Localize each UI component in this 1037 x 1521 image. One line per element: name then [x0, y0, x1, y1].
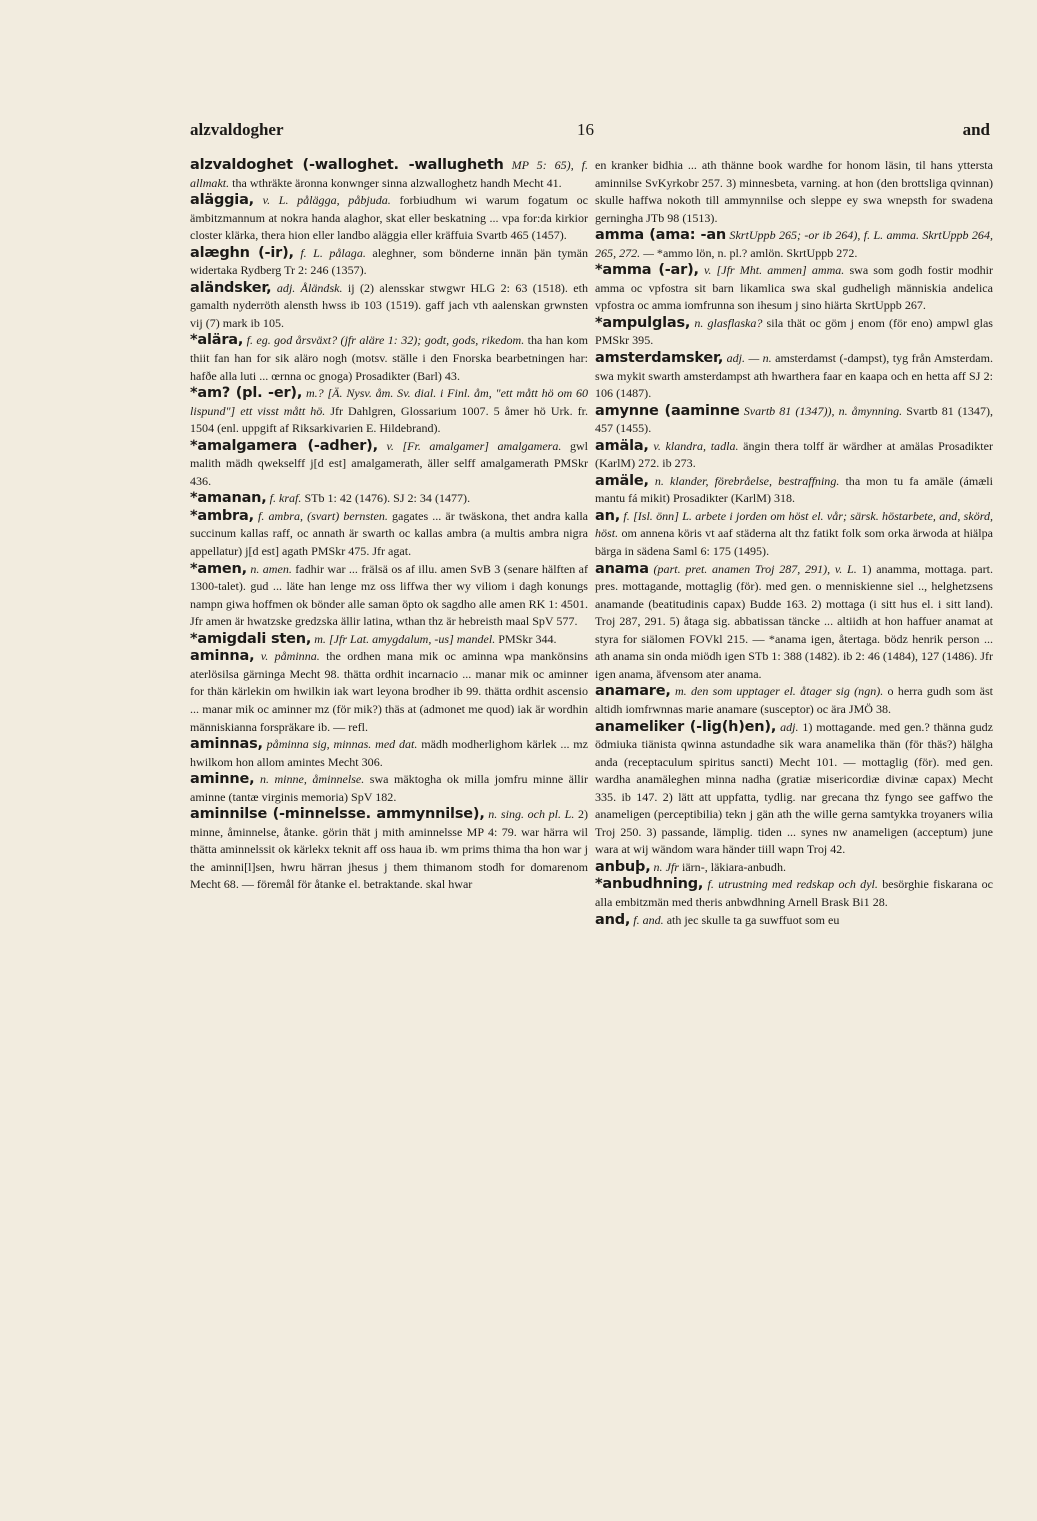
grammar-note: f. [Isl. önn] L. arbete i jorden om höst el. vår; särsk. höstarbete, and, skörd, höst. [595, 508, 994, 541]
entry-text: aleghner, som bönderne innän þän tymän widertaka Rydberg Tr 2: 246 (1357). [190, 245, 589, 278]
entry-text: amsterdamst (-dampst), tyg från Amsterdam. swa mykit swarth amsterdampst ath hwarthera faar en kaapa och en hetta aff SJ 2: 106 (1487). [595, 351, 994, 401]
dictionary-entry [595, 350, 993, 403]
headword: and, [595, 911, 631, 928]
dictionary-entry [595, 315, 993, 350]
entry-text: STb 1: 42 (1476). SJ 2: 34 (1477). [304, 491, 471, 506]
entry-text: swa som godh fostir modhir amma oc vpfostra sit barn likamlica swa skal gudheligh människia andelica vpfostra oc amma iomfrunna son ihesum j sino hiärta SkrtUppb 267. [595, 263, 994, 313]
running-header [190, 120, 990, 144]
headword: *am? (pl. -er), [190, 385, 303, 402]
dictionary-entry [595, 157, 993, 227]
headword: anama [595, 560, 649, 577]
headword: alzvaldoghet (-walloghet. -wallugheth [190, 157, 504, 173]
grammar-note: v. klandra, tadla. [653, 438, 739, 453]
entry-text: PMSkr 344. [498, 631, 557, 646]
grammar-note: v. [Fr. amalgamer] amalgamera. [386, 438, 562, 453]
dictionary-entry [190, 385, 588, 438]
right-column [595, 157, 993, 929]
headword: aminna, [190, 648, 255, 665]
headword: *amanan, [190, 490, 267, 507]
dictionary-entry [595, 683, 993, 718]
grammar-note: v. påminna. [260, 649, 320, 664]
headword: an, [595, 507, 621, 524]
dictionary-entry [595, 912, 993, 930]
entry-text: *ammo lön, n. pl.? amlön. SkrtUppb 272. [656, 245, 858, 260]
dictionary-entry [190, 490, 588, 508]
entry-text: ath jec skulle ta ga suwffuot som eu [666, 912, 840, 927]
grammar-note: Svartb 81 (1347)), n. åmynning. [743, 403, 903, 418]
headword: aläggia, [190, 192, 254, 209]
page-number: 16 [577, 120, 594, 139]
grammar-note: MP 5: 65), f. allmakt. [190, 158, 588, 190]
headword: *alära, [190, 332, 244, 349]
grammar-note: f. eg. god årsväxt? (jfr aläre 1: 32); godt, gods, rikedom. [246, 333, 525, 348]
grammar-note: adj. [780, 719, 799, 734]
header-left-catchword: alzvaldogher [190, 120, 284, 139]
entry-text: iärn-, läkiara-anbudh. [681, 859, 786, 874]
dictionary-entry [190, 245, 588, 280]
grammar-note: n. amen. [250, 561, 292, 576]
grammar-note: SkrtUppb 265; -or ib 264), f. L. amma. SkrtUppb 264, 265, 272. — [595, 228, 993, 260]
entry-text: ij (2) alensskar stwgwr HLG 2: 63 (1518). eth gamalth nyderröth alensth hwss ib 103 (1519). gaff jach vth aalenskan grwnsten vij (7) mark ib 105. [190, 280, 589, 330]
headword: amäle, [595, 472, 649, 489]
dictionary-entry [595, 403, 993, 438]
dictionary-entry [190, 438, 588, 491]
headword: *anbudhning, [595, 876, 704, 893]
entry-text: om annena köris vt aaf städerna alt thz fatikt folk som orka ärwoda at hiälpa bärga in sädena Saml 6: 175 (1495). [595, 526, 993, 559]
dictionary-entry [190, 508, 588, 561]
headword: amynne (aaminne [595, 402, 740, 419]
headword: anbuþ, [595, 858, 651, 875]
dictionary-entry [190, 192, 588, 245]
dictionary-entry [190, 648, 588, 736]
dictionary-entry [190, 806, 588, 894]
entry-text: 1) mottagande. med gen.? thänna gudz ödmiuka tiänista qwinna astundadhe sik wara anamelika thän (för thäs?) hälgha anda (receptaculum spiritus sancti) Mecht 101. — mottaglig (för). med gen. wardha anamäleghen minna nadha (gratiæ misericordiæ divinæ capax) Mecht 335. ib 147. 2) lätt att uppfatta, tydlig. nar grecana thz fyngo see gaffwo the anameligen (perceptibilia) tekn j gän ath the wille gerna samtykka troyaners wilia Troj 250. 3) passande, lämplig. tiden ... synes nw anameligen (acceptum) june wara at wij wändom wara händer tiill wapn Troj 42. [595, 719, 994, 857]
entry-text: Svartb 81 (1347), 457 (1455). [595, 403, 993, 436]
headword: amäla, [595, 437, 649, 454]
dictionary-entry [190, 280, 588, 333]
entry-text: o herra gudh som äst altidh iomfrwnnas marie anamare (susceptor) oc ära JMÖ 38. [595, 684, 993, 716]
dictionary-entry [595, 262, 993, 315]
entry-text: en kranker bidhia ... ath thänne book wardhe for honom läsin, til hans yttersta aminnilse SvKyrkobr 257. 3) minnesbeta, varning. at hon (den brottsliga qvinnan) skulle haffwa nokoth till ammynnilse och sleppe ey swa wnepsth for swadena gerningha JTb 98 (1513). [595, 158, 993, 225]
headword: anameliker (-lig(h)en), [595, 718, 777, 735]
headword: *amigdali sten, [190, 630, 312, 647]
grammar-note: v. L. pålägga, påbjuda. [262, 193, 391, 208]
entry-text: 1) anamma, mottaga. part. pres. mottagande, mottaglig (för). med gen. o menniskienne siel .., helghetzsens anamande (beatitudinis capax) Budde 163. 2) mottaga (i sitt hus el. i sitt land). Troj 287, 291. 5) åtaga sig. abbatissan täncke ... altiidh at hon haffuer anamat at styra for siälomen FOVkl 215. — *anama igen, återtaga. bödz henrik person ... ath anama sin onda miödh igen STb 1: 388 (1482). ib 2: 46 (1484), 127 (1486). Jfr igen anama, äfvensom ater anama. [595, 561, 994, 681]
entry-text: forbiudhum wi warum fogatum oc ämbitzmannum at nokra handa alaghor, skat eller beskatning ... vpa for:da kirkior closter klärka, thera hion eller landbo aläggia eller kräffuia Svartb 465 (1457). [190, 193, 589, 243]
dictionary-entry [190, 736, 588, 771]
headword: aminne, [190, 771, 255, 788]
dictionary-entry [190, 332, 588, 385]
entry-text: the ordhen mana mik oc aminna wpa mankönsins aterlösilsa gärninga Mecht 98. thätta ordhit incarnacio ... manar mik oc aminner for thän kärlekin om hwilkin iak wart leyona brodher ib 99. thätta ordhit ascensio ... manar mik oc aminner mz (för mik?) thäs at (admonet me quod) iak är wordhin människianna forspräkare ib. — refl. [190, 649, 589, 734]
headword: *amalgamera (-adher), [190, 437, 378, 454]
entry-text: tha mon tu fa amäle (ámæli mantu fá mikit) Prosadikter (KarlM) 318. [595, 473, 993, 506]
headword: *ambra, [190, 507, 254, 524]
grammar-note: adj. Åländsk. [276, 280, 343, 295]
entry-text: ängin thera tolff är wärdher at amälas Prosadikter (KarlM) 272. ib 273. [595, 438, 993, 471]
header-right-catchword: and [962, 120, 990, 139]
dictionary-entry [190, 561, 588, 631]
grammar-note: v. [Jfr Mht. ammen] amma. [703, 263, 845, 278]
dictionary-entry [595, 719, 993, 859]
dictionary-entry [595, 876, 993, 911]
grammar-note: n. glasflaska? [694, 315, 763, 330]
headword: aländsker, [190, 279, 272, 296]
dictionary-entry [595, 508, 993, 561]
left-column [190, 157, 588, 894]
dictionary-entry [190, 631, 588, 649]
entry-text: swa mäktogha ok milla jomfru minne ällir aminne (tantæ virginis memoria) SpV 182. [190, 772, 588, 804]
dictionary-entry [595, 561, 993, 684]
grammar-note: n. sing. och pl. L. [488, 807, 575, 822]
grammar-note: n. klander, förebråelse, bestraffning. [654, 473, 840, 488]
grammar-note: n. minne, åminnelse. [259, 772, 365, 787]
grammar-note: n. Jfr [653, 859, 679, 874]
dictionary-entry [595, 438, 993, 473]
grammar-note: f. L. pålaga. [300, 245, 366, 260]
dictionary-entry [595, 859, 993, 877]
dictionary-entry [595, 473, 993, 508]
grammar-note: m. [Jfr Lat. amygdalum, -us] mandel. [314, 631, 496, 646]
headword: amsterdamsker, [595, 350, 724, 367]
entry-text: tha han kom thiit fan han for sik aläro nogh (motsv. ställe i den Fnorska bearbetningen har: hafðe alla luti ... œrnna oc gnoga) Prosadikter (Barl) 43. [190, 333, 588, 383]
headword: amma (ama: -an [595, 227, 727, 244]
grammar-note: (part. pret. anamen Troj 287, 291), v. L. [653, 561, 857, 576]
dictionary-entry [595, 227, 993, 262]
grammar-note: m. den som upptager el. åtager sig (ngn). [674, 684, 884, 699]
grammar-note: f. utrustning med redskap och dyl. [707, 877, 878, 892]
entry-text: 2) minne, åminnelse, åtanke. görin thät j mith aminnelsse MP 4: 79. war härra wil thätta aminnelssit ok kärlekx teknit aff oss haua ib. wm prims thima tha hon war j the aminni[l]sen, hwru härran jhesus j them thimanom stodh for domarenom Mecht 68. — föremål för åtanke el. betraktande. skal hwar [190, 807, 589, 892]
entry-text: mädh modherlighom kärlek ... mz hwilkom hon allom amintes Mecht 306. [190, 737, 588, 769]
headword: aminnas, [190, 736, 263, 753]
headword: *ampulglas, [595, 314, 691, 331]
grammar-note: m.? [Ä. Nysv. åm. Sv. dial. i Finl. åm, "ett mått hö om 60 lispund"] ett visst mått hö. [190, 386, 589, 418]
headword: alæghn (-ir), [190, 244, 294, 261]
grammar-note: adj. — n. [726, 351, 772, 366]
entry-text: gwl malith mädh qwekselff j[d est] amalgamerath, äller selff amalgamerath PMSkr 436. [190, 438, 589, 488]
grammar-note: f. kraf. [269, 491, 302, 506]
grammar-note: f. and. [633, 912, 664, 927]
dictionary-entry [190, 157, 588, 192]
entry-text: tha wthräkte äronna konwnger sinna alzwalloghetz handh Mecht 41. [232, 175, 562, 190]
headword: *amma (-ar), [595, 262, 699, 279]
headword: anamare, [595, 683, 671, 700]
grammar-note: påminna sig, minnas. med dat. [266, 737, 418, 752]
entry-text: gagates ... är twäskona, thet andra kalla succinum kallas raff, oc annath är swarth oc kallas ambra (a multis ambra nigra appellatur) j[d est] agath PMSkr 475. Jfr agat. [190, 508, 589, 559]
entry-text: sila thät oc göm j enom (för eno) ampwl glas PMSkr 395. [595, 315, 993, 348]
entry-text: fadhir war ... frälsä os af illu. amen SvB 3 (senare hälften af 1300-talet). gud ... läte han lenge mz oss liffwa ther wy viliom i dagh konungs nampn giwa hoffmen ok bönder alle saman öpto ok sagdho alle amen RK 1: 4501. Jfr amen är hwatzske gredzska ällir latina, wthan thz är hebreisth maal SpV 577. [190, 561, 589, 629]
entry-text: Jfr Dahlgren, Glossarium 1007. 5 åmer hö Urk. fr. 1504 (enl. uppgift af Riksarkivarien E. Hildebrand). [190, 403, 588, 436]
dictionary-entry [190, 771, 588, 806]
headword: *amen, [190, 560, 247, 577]
headword: aminnilse (-minnelsse. ammynnilse), [190, 806, 485, 823]
entry-text: besörghie fiskarana oc alla embitzmän med theris anbwdhning Arnell Brask Bi1 28. [595, 877, 994, 909]
grammar-note: f. ambra, (svart) bernsten. [258, 508, 388, 523]
